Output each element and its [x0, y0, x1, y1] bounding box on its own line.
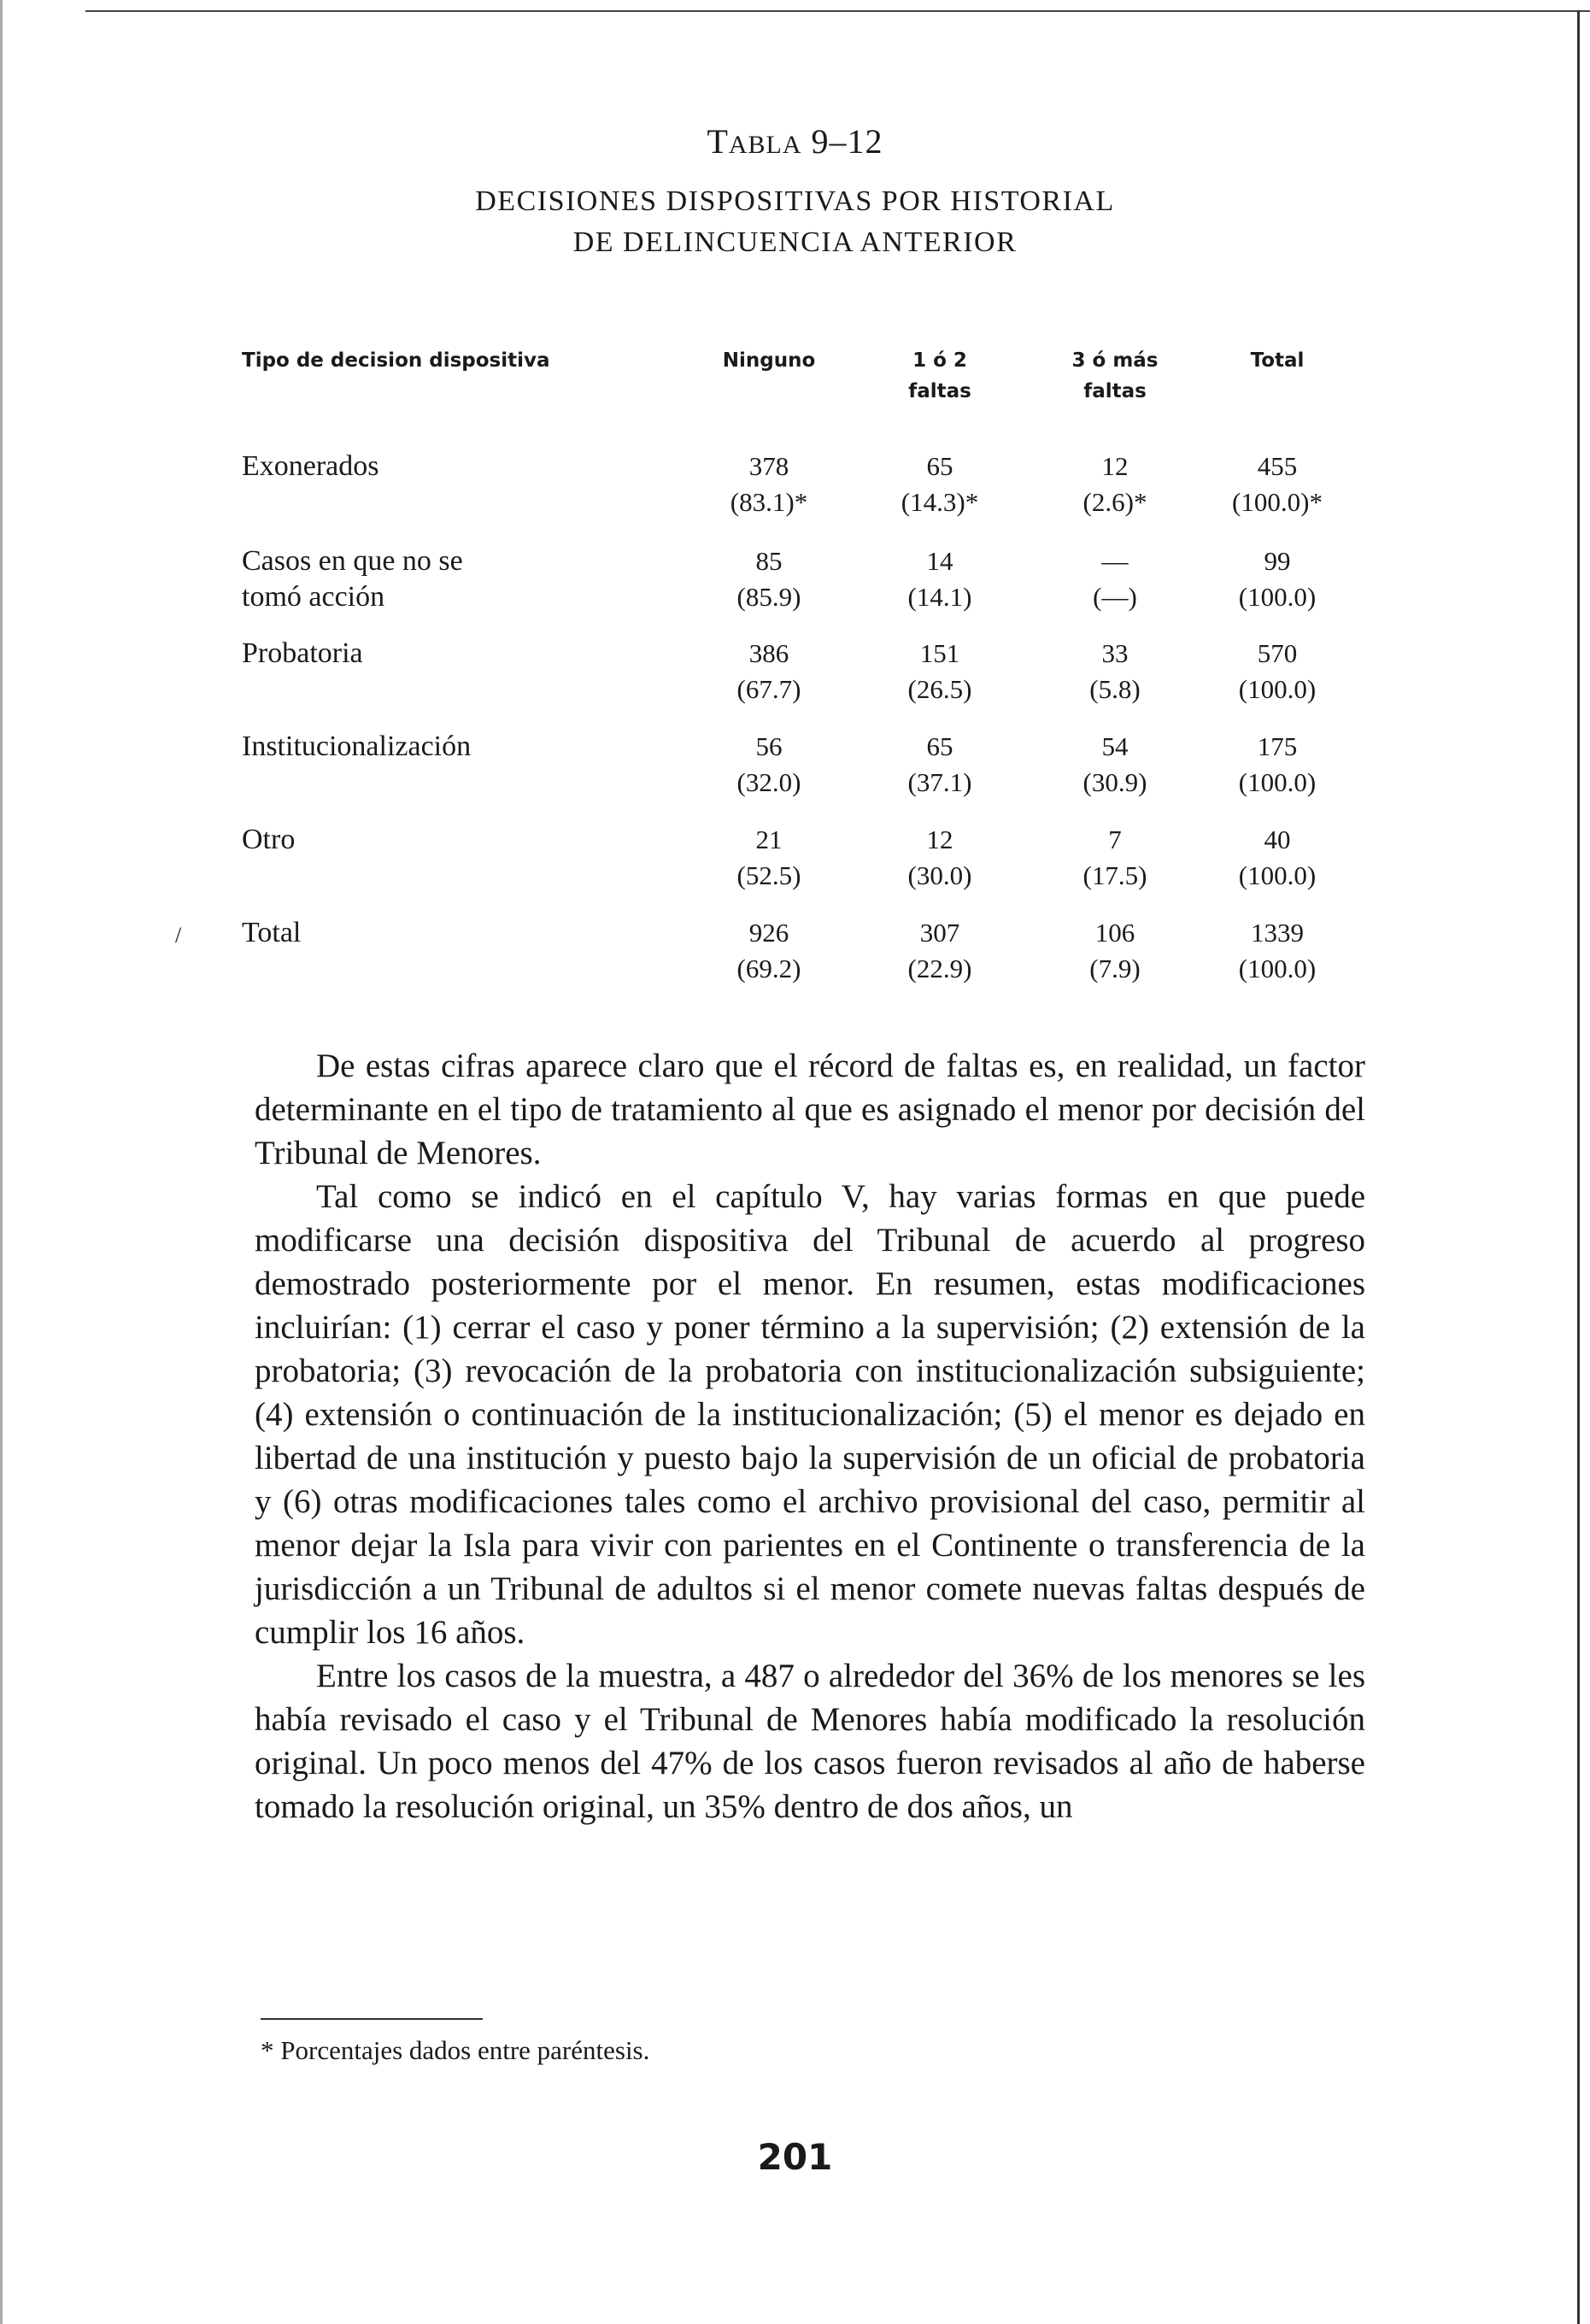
table-title-line2: DE DELINCUENCIA ANTERIOR — [572, 226, 1018, 258]
table-cell-percent: (32.0) — [736, 767, 801, 797]
table-cell-count: 65 — [926, 731, 953, 761]
paragraph-1: De estas cifras aparece claro que el récord de faltas es, en realidad, un factor determinante en el tipo de tratamiento al que es asignado el menor por decisión del Tribunal de Menores. — [255, 1048, 1365, 1171]
table-cell-count: 106 — [1094, 918, 1135, 948]
table-cell-percent: (37.1) — [907, 767, 972, 797]
table-cell-count: 33 — [1101, 638, 1129, 668]
table-cell-count: 40 — [1264, 825, 1291, 854]
table-label-smallcaps: ABLA — [728, 131, 802, 159]
table-cell-percent: (100.0) — [1238, 767, 1317, 797]
table-cell-percent: (52.5) — [736, 860, 801, 890]
table-cell-count: 21 — [755, 825, 783, 854]
table-cell-percent: (100.0) — [1238, 954, 1317, 983]
table-cell-count: 54 — [1101, 731, 1129, 761]
table-cell-count: 307 — [919, 918, 960, 948]
table-cell-percent: (100.0) — [1238, 860, 1317, 890]
header-3-mas-faltas — [1030, 345, 1200, 407]
row-label: Total — [242, 917, 302, 948]
table-cell-percent: (83.1)* — [730, 487, 808, 517]
table-cell-percent: (5.8) — [1089, 674, 1141, 704]
table-cell-percent: (30.9) — [1082, 767, 1147, 797]
footnote-rule — [261, 2018, 483, 2020]
table-label-number: 9–12 — [811, 122, 883, 161]
table-cell-count: 65 — [926, 451, 953, 481]
header-3-mas-line1: 3 ó más — [1071, 349, 1159, 372]
header-1-2-line1: 1 ó 2 — [912, 349, 967, 372]
table-cell-percent: (—) — [1093, 582, 1137, 612]
footnote: * Porcentajes dados entre paréntesis. — [261, 2035, 650, 2065]
header-1-2-line2: faltas — [908, 380, 971, 402]
row-label: Otro — [242, 824, 296, 855]
table-cell-count: — — [1101, 546, 1129, 576]
table-label-prefix: T — [707, 122, 729, 161]
table-cell-count: 14 — [926, 546, 953, 576]
row-label: Probatoria — [242, 637, 363, 669]
table-cell-percent: (14.3)* — [901, 487, 979, 517]
table-cell-count: 12 — [926, 825, 953, 854]
page-border-top — [85, 10, 1590, 12]
table-cell-percent: (2.6)* — [1082, 487, 1147, 517]
page-number: 201 — [757, 2136, 833, 2178]
row-label: Casos en que no se — [242, 545, 463, 577]
table-cell-percent: (100.0) — [1238, 582, 1317, 612]
table-cell-count: 1339 — [1251, 918, 1304, 948]
header-total: Total — [1250, 349, 1305, 372]
table-cell-percent: (30.0) — [907, 860, 972, 890]
table-title — [0, 181, 1590, 263]
row-label-continued: tomó acción — [242, 581, 385, 613]
table-cell-percent: (26.5) — [907, 674, 972, 704]
table-cell-percent: (67.7) — [736, 674, 801, 704]
table-cell-percent: (100.0) — [1238, 674, 1317, 704]
table-cell-percent: (22.9) — [907, 954, 972, 983]
table-cell-percent: (85.9) — [736, 582, 801, 612]
page-border-left — [0, 0, 3, 2324]
page-border-right — [1577, 10, 1580, 2324]
table-cell-count: 570 — [1257, 638, 1298, 668]
table-cell-percent: (7.9) — [1089, 954, 1141, 983]
table-cell-count: 151 — [919, 638, 960, 668]
table-cell-count: 56 — [755, 731, 783, 761]
table-cell-count: 7 — [1108, 825, 1122, 854]
table-cell-count: 386 — [748, 638, 789, 668]
table-title-line1: DECISIONES DISPOSITIVAS POR HISTORIAL — [475, 185, 1115, 217]
row-label: Exonerados — [242, 450, 379, 482]
header-3-mas-line2: faltas — [1083, 380, 1147, 402]
table-cell-count: 378 — [748, 451, 789, 481]
table-cell-percent: (69.2) — [736, 954, 801, 983]
stray-mark: / — [175, 923, 182, 948]
table-cell-count: 85 — [755, 546, 783, 576]
table-cell-count: 926 — [748, 918, 789, 948]
table-cell-count: 175 — [1257, 731, 1298, 761]
body-text — [255, 1044, 1365, 1828]
table-cell-count: 12 — [1101, 451, 1129, 481]
paragraph-2: Tal como se indicó en el capítulo V, hay varias formas en que puede modificarse una decisión dispositiva del Tribunal de acuerdo al progreso demostrado posteriormente por el menor. En resumen, estas modificaciones incluirían: (1) cerrar el caso y poner término a la supervisión; (2) extensión de la probatoria; (3) revocación de la probatoria con institucionalización subsiguiente; (4) extensión o continuación de la institucionalización; (5) el menor es dejado en libertad de una institución y puesto bajo la supervisión de un oficial de probatoria y (6) otras modificaciones tales como el archivo provisional del caso, permitir al menor dejar la Isla para vivir con parientes en el Continente o transferencia de la jurisdicción a un Tribunal de adultos si el menor comete nuevas faltas después de cumplir los 16 años. — [255, 1178, 1365, 1651]
paragraph-3: Entre los casos de la muestra, a 487 o alrededor del 36% de los menores se les había revisado el caso y el Tribunal de Menores había modificado la resolución original. Un poco menos del 47% de los casos fueron revisados al año de haberse tomado la resolución original, un 35% dentro de dos años, un — [255, 1658, 1365, 1825]
table-cell-percent: (17.5) — [1082, 860, 1147, 890]
table-cell-count: 455 — [1257, 451, 1298, 481]
table-label — [0, 121, 1590, 161]
row-label: Institucionalización — [242, 731, 472, 762]
header-1-2-faltas — [854, 345, 1025, 407]
header-decision-type: Tipo de decision dispositiva — [242, 349, 550, 372]
table-cell-percent: (100.0)* — [1232, 487, 1323, 517]
header-ninguno: Ninguno — [722, 349, 816, 372]
table-cell-percent: (14.1) — [907, 582, 972, 612]
table-cell-count: 99 — [1264, 546, 1291, 576]
